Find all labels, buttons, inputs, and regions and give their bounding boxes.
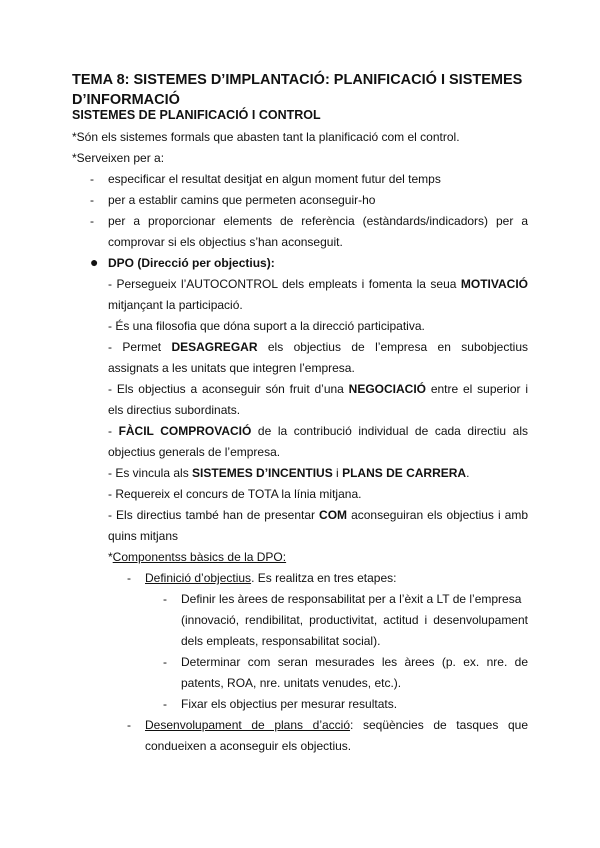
sub-item: patents, ROA, nre. unitats venudes, etc.). <box>181 676 402 690</box>
page-title: TEMA 8: SISTEMES D’IMPLANTACIÓ: PLANIFICACIÓ I SISTEMES D’INFORMACIÓ <box>72 72 523 108</box>
list-dash: - <box>90 172 94 186</box>
intro-line: *Serveixen per a: <box>72 151 165 165</box>
dpo-paragraph: mitjançant la participació. <box>108 298 243 312</box>
dpo-paragraph: - Requereix el concurs de TOTA la línia mitjana. <box>108 487 362 501</box>
dpo-paragraph: els directius subordinats. <box>108 403 241 417</box>
components-item: Definició d’objectius. Es realitza en tres etapes: <box>145 571 397 585</box>
list-dash: - <box>90 214 94 228</box>
dpo-paragraph: assignats a les unitats que integren l’empresa. <box>108 361 355 375</box>
dpo-heading: DPO (Direcció per objectius): <box>108 256 275 270</box>
dpo-paragraph: - FÀCIL COMPROVACIÓ de la contribució individual de cada directiu als <box>108 424 528 438</box>
list-dash: - <box>163 697 167 711</box>
sub-item: dels empleats, responsabilitat social). <box>181 634 381 648</box>
dpo-paragraph: - Permet DESAGREGAR els objectius de l’empresa en subobjectius <box>108 340 528 354</box>
components-heading: *Componentss bàsics de la DPO: <box>108 550 287 564</box>
list-item: per a proporcionar elements de referència (estàndards/indicadors) per a <box>108 214 528 228</box>
dpo-paragraph: - És una filosofia que dóna suport a la direcció participativa. <box>108 319 425 333</box>
dpo-paragraph: quins mitjans <box>108 529 179 543</box>
list-dash: - <box>127 718 131 732</box>
sub-item: Determinar com seran mesurades les àrees (p. ex. nre. de <box>181 655 528 669</box>
list-dash: - <box>127 571 131 585</box>
components-item: Desenvolupament de plans d’acció: seqüències de tasques que <box>145 718 528 732</box>
dpo-paragraph: - Els objectius a aconseguir són fruit d’una NEGOCIACIÓ entre el superior i <box>108 382 528 396</box>
dpo-paragraph: - Els directius també han de presentar COM aconseguiran els objectius i amb <box>108 508 529 522</box>
list-dash: - <box>163 655 167 669</box>
bullet-icon: ● <box>90 254 99 270</box>
sub-item: (innovació, rendibilitat, productivitat, actitud i desenvolupament <box>181 613 528 627</box>
list-item: especificar el resultat desitjat en algun moment futur del temps <box>108 172 441 186</box>
intro-line: *Són els sistemes formals que abasten tant la planificació com el control. <box>72 130 460 144</box>
dpo-paragraph: - Persegueix l’AUTOCONTROL dels empleats i fomenta la seua MOTIVACIÓ <box>108 277 528 291</box>
sub-item: Definir les àrees de responsabilitat per a l’èxit a LT de l’empresa <box>181 592 522 606</box>
list-item: comprovar si els objectius s’han aconseguit. <box>108 235 343 249</box>
section-heading: SISTEMES DE PLANIFICACIÓ I CONTROL <box>72 108 321 122</box>
list-dash: - <box>163 592 167 606</box>
components-item: condueixen a aconseguir els objectius. <box>145 739 352 753</box>
dpo-paragraph: - Es vincula als SISTEMES D’INCENTIUS i PLANS DE CARRERA. <box>108 466 470 480</box>
list-item: per a establir camins que permeten aconseguir-ho <box>108 193 376 207</box>
sub-item: Fixar els objectius per mesurar resultats. <box>181 697 398 711</box>
list-dash: - <box>90 193 94 207</box>
dpo-paragraph: objectius generals de l’empresa. <box>108 445 281 459</box>
